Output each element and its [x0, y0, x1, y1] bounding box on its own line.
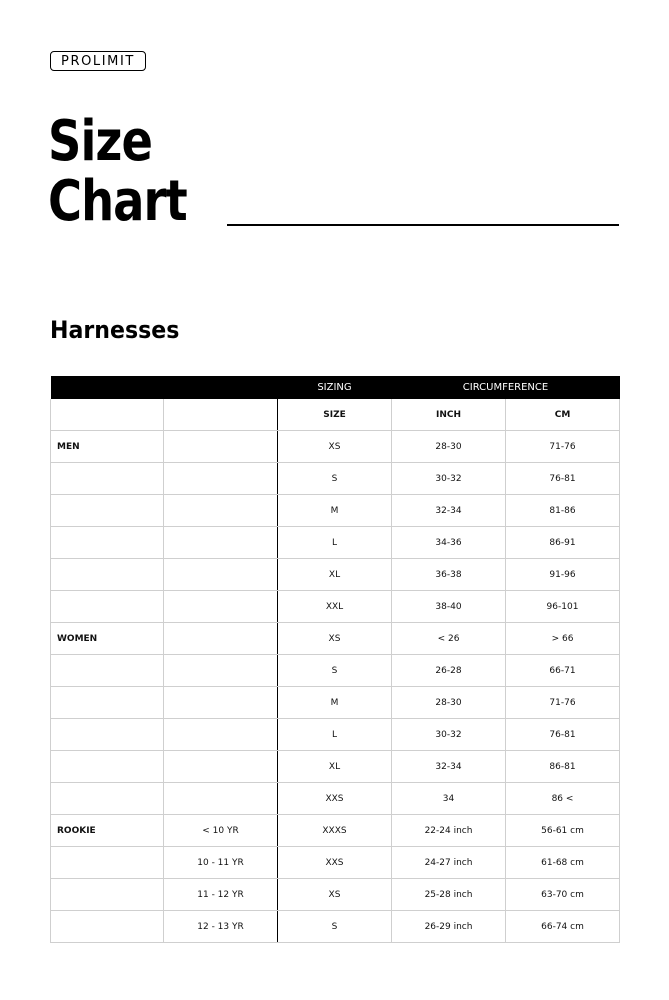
cm-cell: 61-68 cm: [506, 847, 620, 879]
category-cell: [51, 591, 164, 623]
inch-cell: 26-28: [392, 655, 506, 687]
category-cell: [51, 751, 164, 783]
cm-cell: 66-71: [506, 655, 620, 687]
cm-cell: > 66: [506, 623, 620, 655]
brand-logo: PROLIMIT: [50, 51, 146, 71]
age-cell: [164, 559, 278, 591]
size-cell: XXXS: [278, 815, 392, 847]
column-header-inch: INCH: [392, 399, 506, 431]
cm-cell: 71-76: [506, 431, 620, 463]
inch-cell: 36-38: [392, 559, 506, 591]
inch-cell: 28-30: [392, 431, 506, 463]
age-cell: [164, 687, 278, 719]
table-row: [51, 815, 620, 847]
table-row: [51, 591, 620, 623]
size-cell: XXS: [278, 847, 392, 879]
table-row: [51, 751, 620, 783]
table-row: [51, 687, 620, 719]
inch-cell: < 26: [392, 623, 506, 655]
category-cell: [51, 911, 164, 943]
age-cell: [164, 719, 278, 751]
column-header-size: SIZE: [278, 399, 392, 431]
category-cell: [51, 527, 164, 559]
column-header-row: [51, 399, 620, 431]
table-row: [51, 719, 620, 751]
size-cell: S: [278, 655, 392, 687]
table-row: [51, 655, 620, 687]
category-cell: [51, 559, 164, 591]
inch-cell: 30-32: [392, 719, 506, 751]
age-cell: [164, 751, 278, 783]
age-cell: [164, 591, 278, 623]
cm-cell: 71-76: [506, 687, 620, 719]
category-cell: [51, 783, 164, 815]
page-title: [48, 109, 187, 234]
table-row: [51, 559, 620, 591]
group-header-circumference: CIRCUMFERENCE: [392, 376, 620, 399]
age-cell: [164, 527, 278, 559]
inch-cell: 34-36: [392, 527, 506, 559]
column-header-cm: CM: [506, 399, 620, 431]
size-table: [50, 376, 620, 943]
cm-cell: 91-96: [506, 559, 620, 591]
inch-cell: 30-32: [392, 463, 506, 495]
table-row: [51, 783, 620, 815]
group-header-sizing: SIZING: [278, 376, 392, 399]
category-cell: WOMEN: [51, 623, 164, 655]
size-cell: M: [278, 495, 392, 527]
cm-cell: 86-81: [506, 751, 620, 783]
size-cell: XXS: [278, 783, 392, 815]
cm-cell: 86 <: [506, 783, 620, 815]
section-title: Harnesses: [50, 316, 180, 344]
inch-cell: 26-29 inch: [392, 911, 506, 943]
cm-cell: 56-61 cm: [506, 815, 620, 847]
age-cell: [164, 623, 278, 655]
size-cell: L: [278, 719, 392, 751]
age-cell: 11 - 12 YR: [164, 879, 278, 911]
table-row: [51, 847, 620, 879]
size-cell: M: [278, 687, 392, 719]
inch-cell: 38-40: [392, 591, 506, 623]
category-cell: [51, 879, 164, 911]
size-cell: S: [278, 463, 392, 495]
cm-cell: 96-101: [506, 591, 620, 623]
cm-cell: 63-70 cm: [506, 879, 620, 911]
table-row: [51, 911, 620, 943]
age-cell: < 10 YR: [164, 815, 278, 847]
size-cell: XS: [278, 623, 392, 655]
inch-cell: 32-34: [392, 751, 506, 783]
inch-cell: 28-30: [392, 687, 506, 719]
inch-cell: 34: [392, 783, 506, 815]
title-line-1: Size: [48, 109, 152, 174]
age-cell: [164, 783, 278, 815]
cm-cell: 81-86: [506, 495, 620, 527]
table-row: [51, 495, 620, 527]
inch-cell: 25-28 inch: [392, 879, 506, 911]
table-group-header: [51, 376, 620, 399]
inch-cell: 24-27 inch: [392, 847, 506, 879]
category-cell: [51, 655, 164, 687]
size-cell: XS: [278, 879, 392, 911]
cm-cell: 66-74 cm: [506, 911, 620, 943]
age-cell: 12 - 13 YR: [164, 911, 278, 943]
inch-cell: 32-34: [392, 495, 506, 527]
title-line-2: Chart: [48, 169, 187, 234]
table-row: [51, 431, 620, 463]
cm-cell: 86-91: [506, 527, 620, 559]
age-cell: [164, 463, 278, 495]
cm-cell: 76-81: [506, 719, 620, 751]
category-cell: [51, 463, 164, 495]
size-cell: XL: [278, 751, 392, 783]
table-row: [51, 623, 620, 655]
title-underline: [227, 224, 619, 226]
table-row: [51, 879, 620, 911]
category-cell: ROOKIE: [51, 815, 164, 847]
category-cell: [51, 847, 164, 879]
age-cell: [164, 495, 278, 527]
table-row: [51, 463, 620, 495]
age-cell: [164, 655, 278, 687]
inch-cell: 22-24 inch: [392, 815, 506, 847]
age-cell: [164, 431, 278, 463]
size-cell: XS: [278, 431, 392, 463]
category-cell: MEN: [51, 431, 164, 463]
category-cell: [51, 719, 164, 751]
size-cell: S: [278, 911, 392, 943]
table-row: [51, 527, 620, 559]
size-cell: XL: [278, 559, 392, 591]
size-cell: XXL: [278, 591, 392, 623]
size-cell: L: [278, 527, 392, 559]
category-cell: [51, 687, 164, 719]
category-cell: [51, 495, 164, 527]
age-cell: 10 - 11 YR: [164, 847, 278, 879]
cm-cell: 76-81: [506, 463, 620, 495]
